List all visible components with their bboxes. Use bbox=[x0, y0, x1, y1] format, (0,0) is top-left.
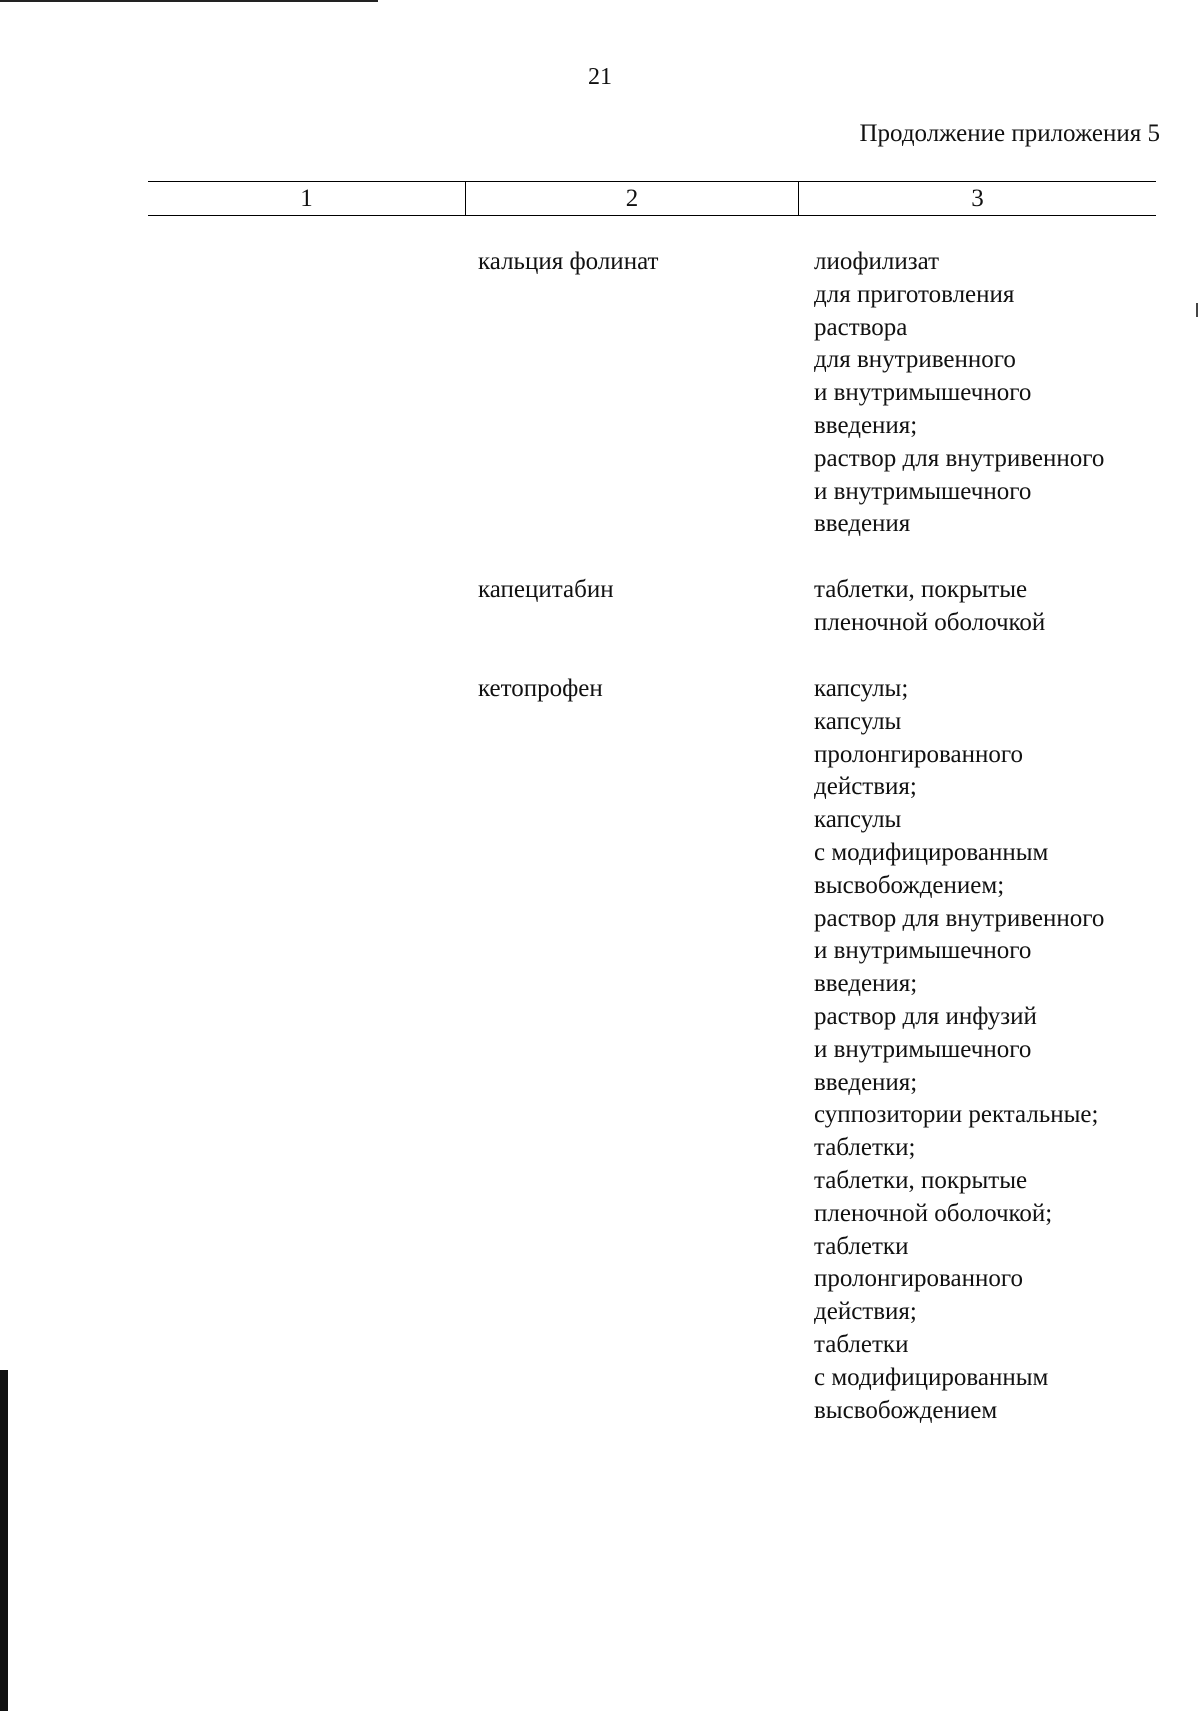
dosage-form-line: таблетки; bbox=[814, 1134, 916, 1162]
dosage-form-line: таблетки bbox=[814, 1232, 909, 1260]
dosage-form-line: и внутримышечного bbox=[814, 1035, 1032, 1063]
scan-mark bbox=[1196, 303, 1198, 317]
column-header-2: 2 bbox=[465, 182, 798, 215]
dosage-form-line: раствор для инфузий bbox=[814, 1002, 1037, 1030]
scan-edge-shadow bbox=[0, 1370, 8, 1711]
dosage-form-line: раствор для внутривенного bbox=[814, 444, 1105, 472]
dosage-form-line: таблетки, покрытые bbox=[814, 1166, 1028, 1194]
dosage-form-line: и внутримышечного bbox=[814, 477, 1032, 505]
dosage-form-line: пролонгированного bbox=[814, 1265, 1023, 1293]
table-header-row bbox=[148, 181, 1156, 216]
dosage-form-line: введения; bbox=[814, 1068, 918, 1096]
dosage-forms-ketoprofen bbox=[814, 673, 1156, 1427]
dosage-form-line: с модифицированным bbox=[814, 1363, 1049, 1391]
dosage-form-line: введения; bbox=[814, 970, 918, 998]
dosage-form-line: раствора bbox=[814, 313, 908, 341]
dosage-form-line: для приготовления bbox=[814, 280, 1015, 308]
dosage-form-line: с модифицированным bbox=[814, 838, 1049, 866]
dosage-form-line: таблетки, покрытые bbox=[814, 576, 1028, 603]
column-header-3: 3 bbox=[798, 182, 1156, 215]
dosage-forms-calcium-folinate bbox=[814, 246, 1156, 541]
dosage-form-line: высвобождением bbox=[814, 1396, 998, 1424]
dosage-form-line: лиофилизат bbox=[814, 248, 940, 275]
dosage-form-line: пролонгированного bbox=[814, 740, 1023, 768]
dosage-form-line: капсулы bbox=[814, 707, 902, 735]
dosage-form-line: действия; bbox=[814, 1298, 917, 1326]
dosage-form-line: таблетки bbox=[814, 1330, 909, 1358]
column-header-1: 1 bbox=[300, 184, 313, 212]
drug-name-calcium-folinate: кальция фолинат bbox=[478, 248, 659, 275]
dosage-form-line: капсулы; bbox=[814, 675, 909, 702]
dosage-form-line: введения bbox=[814, 510, 911, 538]
dosage-form-line: раствор для внутривенного bbox=[814, 904, 1105, 932]
dosage-form-line: и внутримышечного bbox=[814, 937, 1032, 965]
scan-edge-line bbox=[0, 0, 378, 2]
dosage-forms-capecitabine bbox=[814, 574, 1156, 640]
dosage-form-line: высвобождением; bbox=[814, 871, 1005, 899]
dosage-form-line: пленочной оболочкой; bbox=[814, 1199, 1053, 1227]
dosage-form-line: введения; bbox=[814, 411, 918, 439]
drug-name-ketoprofen: кетопрофен bbox=[478, 675, 603, 702]
dosage-form-line: суппозитории ректальные; bbox=[814, 1101, 1099, 1129]
dosage-form-line: действия; bbox=[814, 773, 917, 801]
dosage-form-line: капсулы bbox=[814, 806, 902, 834]
appendix-label: Продолжение приложения 5 bbox=[859, 120, 1160, 147]
page-number: 21 bbox=[588, 64, 612, 90]
drug-name-capecitabine: капецитабин bbox=[478, 576, 614, 603]
dosage-form-line: пленочной оболочкой bbox=[814, 608, 1046, 636]
dosage-form-line: для внутривенного bbox=[814, 346, 1016, 374]
dosage-form-line: и внутримышечного bbox=[814, 379, 1032, 407]
